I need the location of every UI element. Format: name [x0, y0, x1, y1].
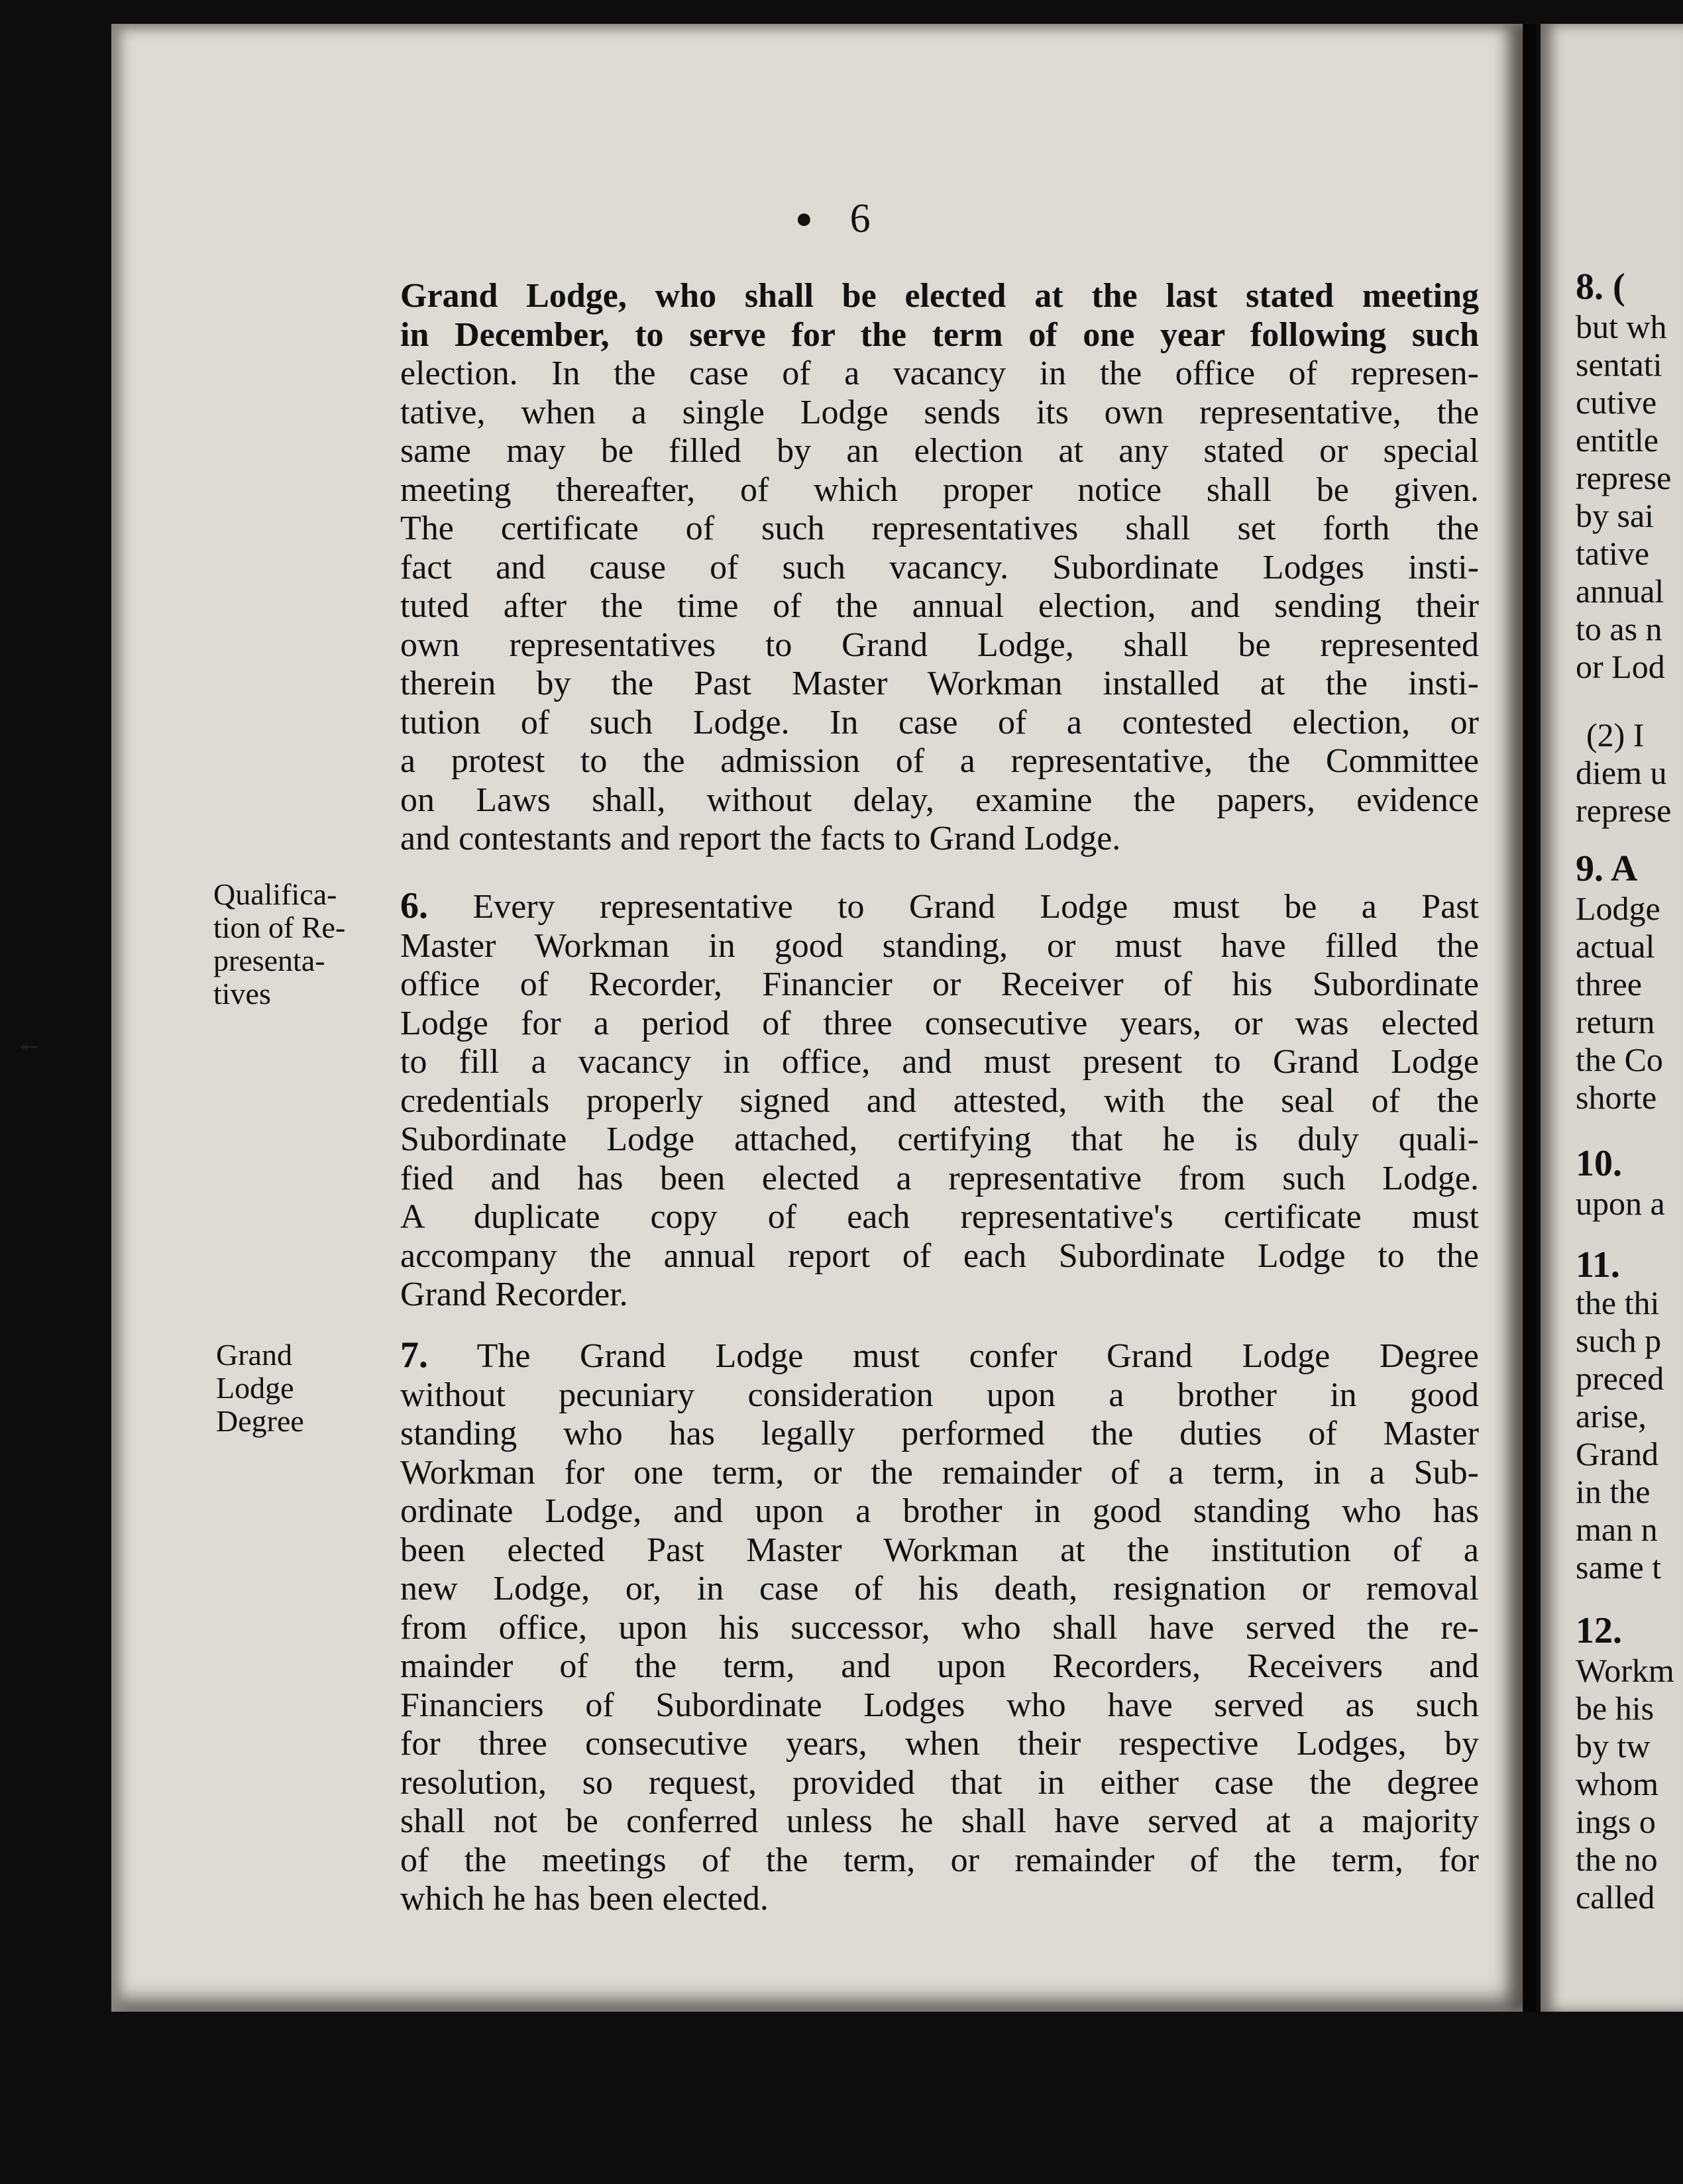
text-line: same may be filled by an election at any stated or special: [400, 432, 1479, 470]
text-line: without pecuniary consideration upon a brother in good: [400, 1376, 1479, 1414]
text-line: election. In the case of a vacancy in the office of represen-: [400, 355, 1479, 392]
text-line: credentials properly signed and attested, with the seal of the: [400, 1081, 1479, 1120]
right-page-line: entitle: [1576, 421, 1658, 459]
scan-speck: ↞: [20, 1034, 39, 1060]
margin-note-line: Degree: [216, 1404, 304, 1438]
section-number: 7.: [400, 1335, 428, 1376]
text-line: Grand Recorder.: [400, 1276, 628, 1313]
right-page-line: arise,: [1576, 1397, 1647, 1435]
text-line-content: Every representative to Grand Lodge must be a Past: [472, 888, 1479, 926]
right-page-line: preced: [1576, 1360, 1664, 1397]
right-page-line: three: [1576, 965, 1642, 1003]
right-page-line: (2) I: [1586, 716, 1645, 753]
margin-note-line: tives: [213, 977, 271, 1010]
section-6-paragraph: [400, 887, 1479, 1315]
margin-note-qualification: [213, 878, 406, 1010]
text-line: Lodge for a period of three consecutive years, or was elected: [400, 1004, 1479, 1042]
right-page-line: Grand: [1576, 1435, 1658, 1472]
right-page-line: Lodge: [1576, 890, 1660, 927]
right-page-line: such p: [1576, 1322, 1662, 1359]
text-line: standing who has legally performed the duties of Master: [400, 1415, 1479, 1452]
right-page-line: to as n: [1576, 610, 1662, 647]
text-line: [400, 1336, 1479, 1376]
text-line: in December, to serve for the term of one year following such: [400, 315, 1479, 354]
margin-note-line: Qualifica-: [213, 877, 337, 911]
right-page-line: 8. (: [1576, 266, 1625, 307]
bullet-mark: ●: [795, 202, 813, 235]
margin-note-line: tion of Re-: [213, 910, 346, 944]
text-line: to fill a vacancy in office, and must present to Grand Lodge: [400, 1043, 1479, 1081]
right-page-line: shorte: [1576, 1079, 1657, 1116]
right-page-line: represe: [1576, 459, 1672, 496]
text-line: for three consecutive years, when their respective Lodges, by: [400, 1725, 1479, 1763]
right-page-line: but wh: [1576, 308, 1667, 345]
right-page-line: by tw: [1576, 1727, 1651, 1765]
right-page-line: upon a: [1576, 1185, 1665, 1222]
text-line: tuted after the time of the annual election, and sending their: [400, 587, 1479, 625]
right-page-line: annual: [1576, 573, 1664, 610]
text-line: fact and cause of such vacancy. Subordinate Lodges insti-: [400, 548, 1479, 586]
right-page-line: 9. A: [1576, 848, 1638, 889]
text-line: The certificate of such representatives shall set forth the: [400, 510, 1479, 547]
section-number: 6.: [400, 885, 428, 926]
right-page-line: the no: [1576, 1841, 1658, 1878]
right-page-line: the thi: [1576, 1284, 1660, 1321]
right-page-line: be his: [1576, 1690, 1655, 1727]
right-page-line: 12.: [1576, 1610, 1622, 1651]
text-line: Grand Lodge, who shall be elected at the last stated meeting: [400, 277, 1479, 315]
right-page-line: 11.: [1576, 1244, 1620, 1285]
intro-paragraph: [400, 277, 1479, 859]
margin-note-line: presenta-: [213, 944, 325, 977]
right-page-line: man n: [1576, 1511, 1658, 1548]
right-page-line: Workm: [1576, 1652, 1674, 1689]
text-line: [400, 887, 1479, 927]
text-line: Master Workman in good standing, or must have filled the: [400, 926, 1479, 965]
text-line: resolution, so request, provided that in either case the degree: [400, 1763, 1479, 1802]
right-page-line: same t: [1576, 1549, 1662, 1586]
text-line: which he has been elected.: [400, 1880, 769, 1918]
text-line: office of Recorder, Financier or Receiver of his Subordinate: [400, 965, 1479, 1003]
text-line: shall not be conferred unless he shall have served at a majority: [400, 1802, 1479, 1840]
right-page-line: actual: [1576, 928, 1655, 965]
text-line: own representatives to Grand Lodge, shall be represented: [400, 626, 1479, 664]
text-line: of the meetings of the term, or remainder of the term, for: [400, 1841, 1479, 1879]
right-page-line: represe: [1576, 792, 1672, 829]
text-line: therein by the Past Master Workman installed at the insti-: [400, 665, 1479, 702]
section-7-paragraph: [400, 1336, 1479, 1919]
text-line: A duplicate copy of each representative's certificate must: [400, 1198, 1479, 1236]
page-gutter: [1524, 24, 1536, 2012]
text-line: tution of such Lodge. In case of a contested election, or: [400, 703, 1479, 741]
text-line: been elected Past Master Workman at the institution of a: [400, 1531, 1479, 1569]
right-page-line: the Co: [1576, 1041, 1663, 1078]
right-page-line: ings o: [1576, 1803, 1656, 1840]
margin-note-line: Lodge: [216, 1371, 294, 1405]
margin-note-line: Grand: [216, 1338, 292, 1372]
right-page-line: called: [1576, 1879, 1655, 1916]
right-page-line: cutive: [1576, 384, 1657, 421]
right-page-line: whom: [1576, 1765, 1658, 1802]
text-line: a protest to the admission of a representative, the Committee: [400, 742, 1479, 780]
right-page-line: diem u: [1576, 754, 1667, 791]
right-page-line: sentati: [1576, 346, 1662, 383]
text-line: on Laws shall, without delay, examine the papers, evidence: [400, 781, 1479, 819]
page-number: ● 6: [795, 196, 871, 241]
right-page-line: or Lod: [1576, 648, 1665, 685]
text-line: ordinate Lodge, and upon a brother in good standing who has: [400, 1492, 1479, 1530]
text-line: Workman for one term, or the remainder of a term, in a Sub-: [400, 1453, 1479, 1492]
right-page-line: in the: [1576, 1473, 1651, 1510]
text-line: new Lodge, or, in case of his death, resignation or removal: [400, 1570, 1479, 1608]
text-line: accompany the annual report of each Subordinate Lodge to the: [400, 1236, 1479, 1275]
right-page-line: by sai: [1576, 497, 1655, 534]
text-line: and contestants and report the facts to Grand Lodge.: [400, 820, 1121, 857]
right-page-line: return: [1576, 1003, 1655, 1040]
text-line: Financiers of Subordinate Lodges who have served as such: [400, 1686, 1479, 1724]
right-page-text: [1576, 0, 1683, 1988]
right-page-line: 10.: [1576, 1143, 1622, 1184]
margin-note-grand-lodge-degree: [216, 1338, 408, 1438]
right-page-line: tative: [1576, 535, 1650, 572]
text-line: fied and has been elected a representative from such Lodge.: [400, 1159, 1479, 1197]
text-line: from office, upon his successor, who shall have served the re-: [400, 1608, 1479, 1647]
text-line: Subordinate Lodge attached, certifying that he is duly quali-: [400, 1120, 1479, 1158]
text-line: tative, when a single Lodge sends its own representative, the: [400, 393, 1479, 431]
text-line: meeting thereafter, of which proper notice shall be given.: [400, 470, 1479, 509]
text-line: mainder of the term, and upon Recorders, Receivers and: [400, 1647, 1479, 1685]
text-line-content: The Grand Lodge must confer Grand Lodge Degree: [476, 1337, 1479, 1375]
